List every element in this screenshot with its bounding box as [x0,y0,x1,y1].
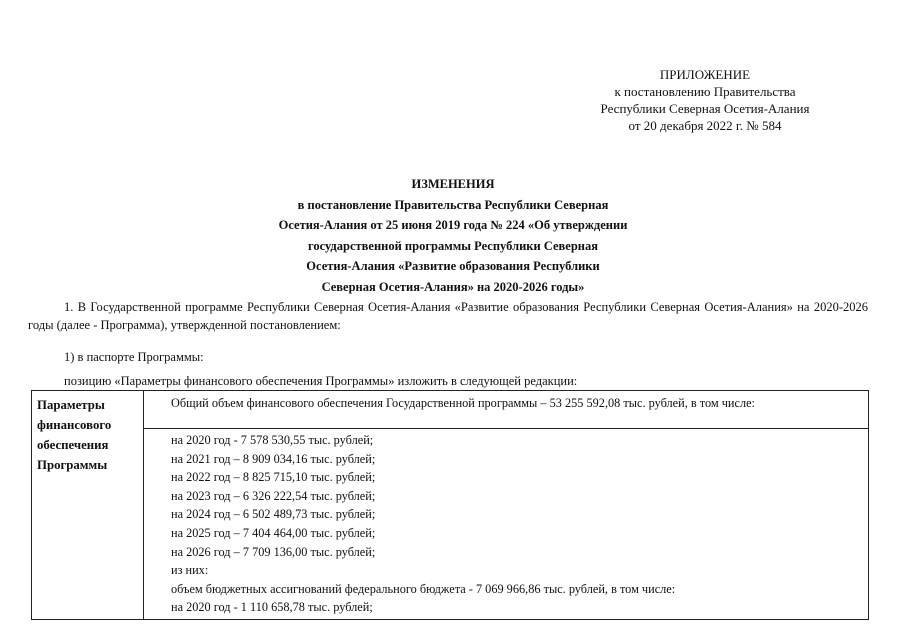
changes-line: Осетия-Алания «Развитие образования Республики [306,259,600,273]
label-line: Программы [37,458,108,472]
changes-title: ИЗМЕНЕНИЯ [411,177,495,191]
appendix-title: ПРИЛОЖЕНИЕ [659,67,751,82]
label-line: Параметры [37,398,105,412]
amount-line: на 2020 год - 1 110 658,78 тыс. рублей; [171,600,373,615]
appendix-line: от 20 декабря 2022 г. № 584 [628,118,782,133]
table-row [32,429,869,620]
changes-line: в постановление Правительства Республики Северная [297,197,609,212]
changes-line: Северная Осетия-Алания» на 2020-2026 годы» [321,279,585,294]
parameter-label-cell [32,391,144,620]
amount-line: объем бюджетных ассигнований федерального бюджета - 7 069 966,86 тыс. рублей, в том числе: [171,581,676,596]
amount-line: на 2022 год – 8 825 715,10 тыс. рублей; [171,470,376,485]
amount-line: на 2025 год – 7 404 464,00 тыс. рублей; [171,525,376,540]
paragraph-3: позицию «Параметры финансового обеспечения Программы» изложить в следующей редакции: [64,374,578,388]
yearly-amounts-cell [144,429,869,620]
paragraph-2: 1) в паспорте Программы: [64,350,204,364]
changes-line: государственной программы Республики Северная [307,238,599,253]
label-line: обеспечения [37,438,109,452]
amount-line: на 2024 год – 6 502 489,73 тыс. рублей; [171,507,376,522]
amount-line: на 2023 год – 6 326 222,54 тыс. рублей; [171,488,376,503]
total-amount-cell: Общий объем финансового обеспечения Государственной программы – 53 255 592,08 тыс. рублей, в том числе: [144,391,869,429]
label-line: финансового [37,418,112,432]
changes-heading [210,174,696,297]
appendix-line: к постановлению Правительства [614,84,796,99]
amount-line: на 2026 год – 7 709 136,00 тыс. рублей; [171,544,376,559]
amount-line: на 2020 год - 7 578 530,55 тыс. рублей; [171,433,374,447]
appendix-header [560,66,850,134]
amount-line: из них: [171,563,209,578]
financing-table [31,390,869,620]
paragraph-1: 1. В Государственной программе Республики Северная Осетия-Алания «Развитие образования Республики Северная Осетия-Алания» на 2020-2026 годы (далее - Программа), утвержденной постановлением: [28,300,868,332]
table-row [32,391,869,429]
amount-line: на 2021 год – 8 909 034,16 тыс. рублей; [171,451,376,466]
changes-line: Осетия-Алания от 25 июня 2019 года № 224 «Об утверждении [278,218,628,232]
appendix-line: Республики Северная Осетия-Алания [600,101,810,116]
